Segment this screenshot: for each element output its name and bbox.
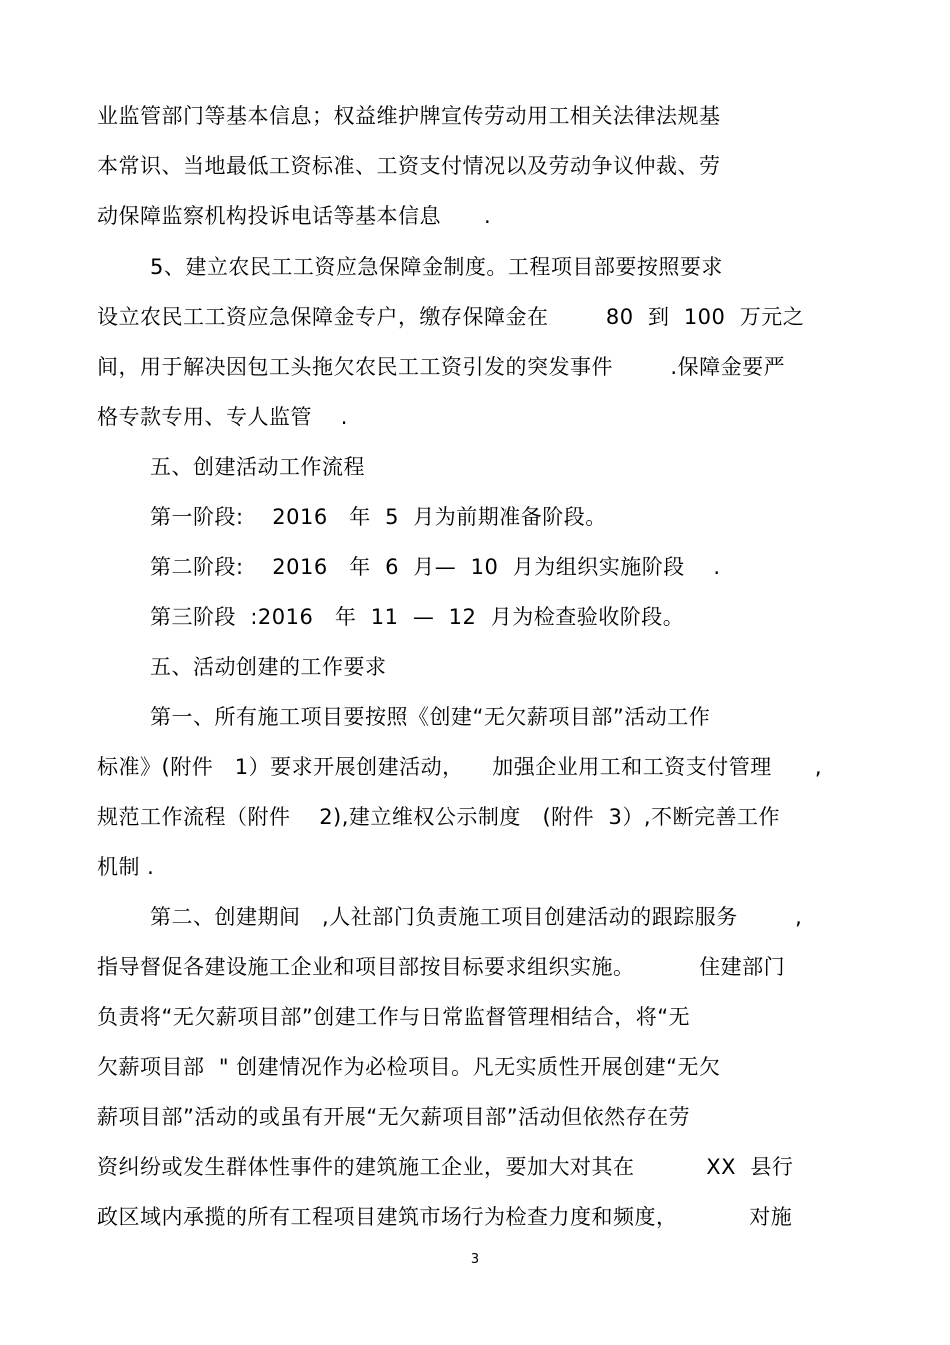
text-line: 政区域内承揽的所有工程项目建筑市场行为检查力度和频度， 对施 <box>97 1205 793 1229</box>
text-line: 负责将“无欠薪项目部”创建工作与日常监督管理相结合，将“无 <box>97 1005 691 1029</box>
text-line: 第二、创建期间 ,人社部门负责施工项目创建活动的跟踪服务 , <box>150 905 803 929</box>
text-line: 第三阶段 :2016 年 11 — 12 月为检查验收阶段。 <box>150 605 685 629</box>
text-line: 格专款专用、专人监管 . <box>97 405 348 429</box>
text-line: 动保障监察机构投诉电话等基本信息 . <box>97 204 492 228</box>
section-heading: 五、活动创建的工作要求 <box>150 655 387 679</box>
text-line: 指导督促各建设施工企业和项目部按目标要求组织实施。 住建部门 <box>97 955 786 979</box>
text-line: 本常识、当地最低工资标准、工资支付情况以及劳动争议仲裁、劳 <box>97 154 721 178</box>
text-line: 业监管部门等基本信息；权益维护牌宣传劳动用工相关法律法规基 <box>97 104 721 128</box>
text-line: 第一、所有施工项目要按照《创建“无欠薪项目部”活动工作 <box>150 705 711 729</box>
text-line: 间，用于解决因包工头拖欠农民工工资引发的突发事件 .保障金要严 <box>97 355 786 379</box>
text-line: 薪项目部”活动的或虽有开展“无欠薪项目部”活动但依然存在劳 <box>97 1105 691 1129</box>
text-line: 标准》(附件 1）要求开展创建活动， 加强企业用工和工资支付管理 , <box>97 755 823 779</box>
text-line: 设立农民工工资应急保障金专户，缴存保障金在 80 到 100 万元之 <box>97 305 805 329</box>
text-line: 第一阶段: 2016 年 5 月为前期准备阶段。 <box>150 505 607 529</box>
page-number: 3 <box>470 1252 480 1267</box>
section-heading: 五、创建活动工作流程 <box>150 455 365 479</box>
text-line: 欠薪项目部 " 创建情况作为必检项目。凡无实质性开展创建“无欠 <box>97 1055 721 1079</box>
text-line: 5、建立农民工工资应急保障金制度。工程项目部要按照要求 <box>150 255 723 279</box>
text-line: 资纠纷或发生群体性事件的建筑施工企业，要加大对其在 XX 县行 <box>97 1155 794 1179</box>
text-line: 机制 . <box>97 855 155 879</box>
text-line: 第二阶段: 2016 年 6 月— 10 月为组织实施阶段 . <box>150 555 721 579</box>
text-line: 规范工作流程（附件 2),建立维权公示制度 (附件 3）,不断完善工作 <box>97 805 781 829</box>
